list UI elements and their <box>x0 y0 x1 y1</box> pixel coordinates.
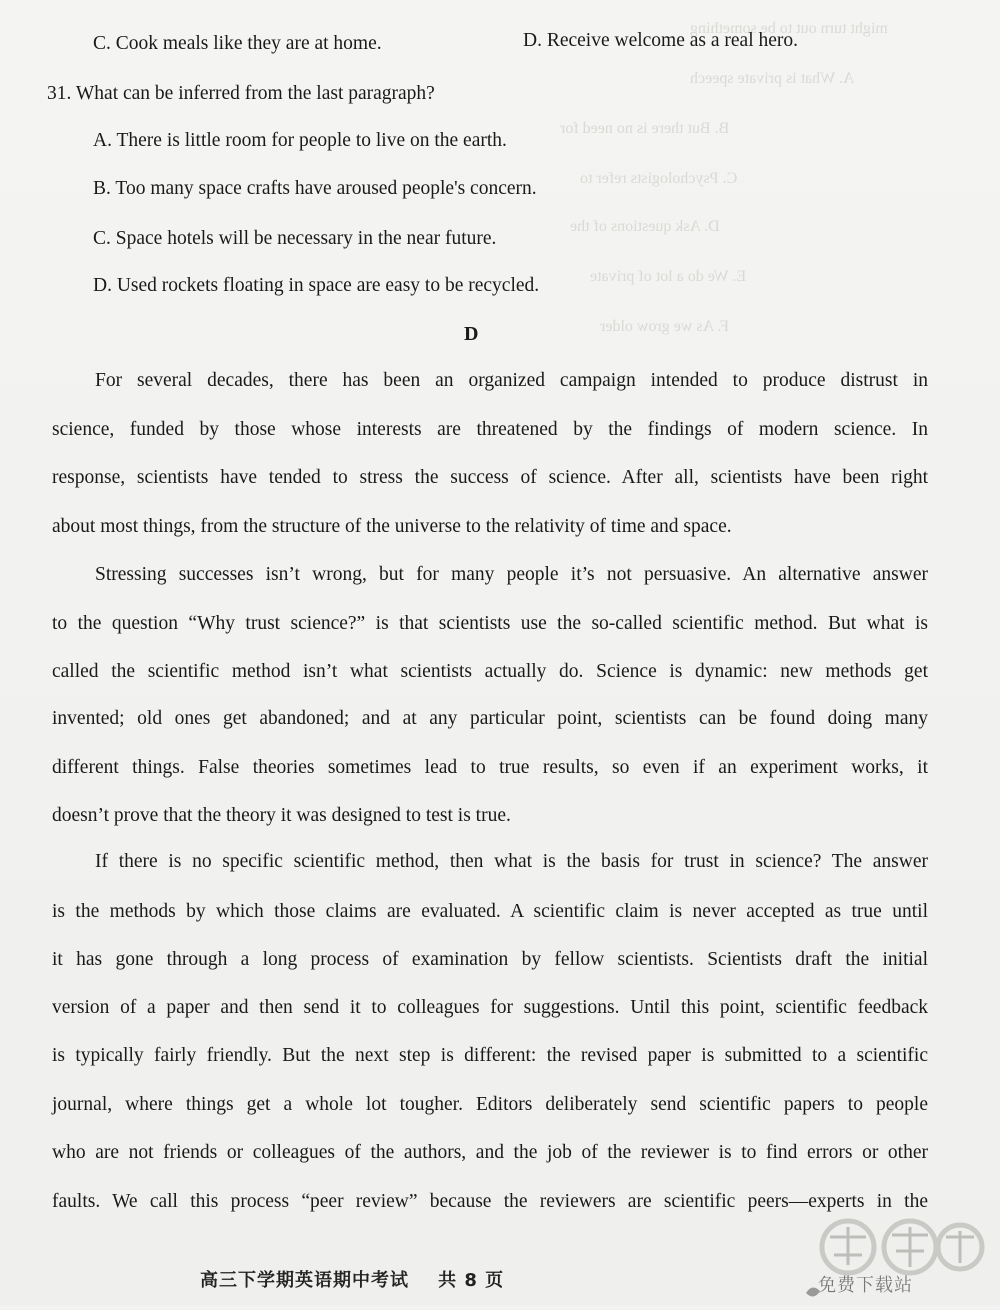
q31-option-d: D. Used rockets floating in space are easy to be recycled. <box>93 275 540 296</box>
passage-line: to the question “Why trust science?” is that scientists use the so-called scientific method. But what is <box>52 613 928 634</box>
q31-option-b: B. Too many space crafts have aroused people's concern. <box>93 178 537 199</box>
q31-question: 31. What can be inferred from the last paragraph? <box>47 83 435 104</box>
passage-line: journal, where things get a whole lot tougher. Editors deliberately send scientific papers to people <box>52 1094 928 1115</box>
passage-line: For several decades, there has been an organized campaign intended to produce distrust in <box>95 370 928 391</box>
q30-option-d: D. Receive welcome as a real hero. <box>523 30 799 51</box>
passage-line: different things. False theories sometimes lead to true results, so even if an experiment works, it <box>52 757 928 778</box>
watermark-text: 免费下载站 <box>818 1275 913 1296</box>
bleed-through-mark: might turn out to be something <box>690 20 888 37</box>
passage-line: If there is no specific scientific method, then what is the basis for trust in science? The answer <box>95 851 928 872</box>
passage-line: science, funded by those whose interests are threatened by the findings of modern science. In <box>52 419 928 440</box>
passage-line: is typically fairly friendly. But the next step is different: the revised paper is submitted to a scientific <box>52 1045 928 1066</box>
passage-line: who are not friends or colleagues of the authors, and the job of the reviewer is to find errors or other <box>52 1142 928 1163</box>
passage-line: doesn’t prove that the theory it was designed to test is true. <box>52 805 511 826</box>
q30-option-c: C. Cook meals like they are at home. <box>93 33 382 54</box>
bleed-through-mark: E. We do a lot of private <box>590 268 747 285</box>
section-heading-d: D <box>464 323 479 345</box>
passage-line: Stressing successes isn’t wrong, but for many people it’s not persuasive. An alternative answer <box>95 564 928 585</box>
passage-line: about most things, from the structure of the universe to the relativity of time and space. <box>52 516 732 537</box>
passage-line: called the scientific method isn’t what scientists actually do. Science is dynamic: new methods get <box>52 661 928 682</box>
bleed-through-mark: B. But there is no need for <box>560 120 730 137</box>
page-footer: 高三下学期英语期中考试 共 8 页 <box>200 1270 505 1291</box>
q31-option-a: A. There is little room for people to live on the earth. <box>93 130 507 151</box>
passage-line: it has gone through a long process of examination by fellow scientists. Scientists draft the initial <box>52 949 928 970</box>
passage-line: faults. We call this process “peer review” because the reviewers are scientific peers—experts in the <box>52 1191 928 1212</box>
passage-line: is the methods by which those claims are evaluated. A scientific claim is never accepted as true until <box>52 901 928 922</box>
q31-option-c: C. Space hotels will be necessary in the near future. <box>93 228 497 249</box>
watermark-logo <box>800 1215 995 1305</box>
passage-line: response, scientists have tended to stress the success of science. After all, scientists have been right <box>52 467 928 488</box>
bleed-through-mark: D. Ask questions of the <box>570 218 720 235</box>
bleed-through-mark: F. As we grow older <box>600 318 729 335</box>
bleed-through-mark: C. Psychologists refer to <box>580 170 738 187</box>
bleed-through-mark: A. What is private speech <box>690 70 855 87</box>
passage-line: invented; old ones get abandoned; and at any particular point, scientists can be found doing many <box>52 708 928 729</box>
passage-line: version of a paper and then send it to colleagues for suggestions. Until this point, scientific feedback <box>52 997 928 1018</box>
